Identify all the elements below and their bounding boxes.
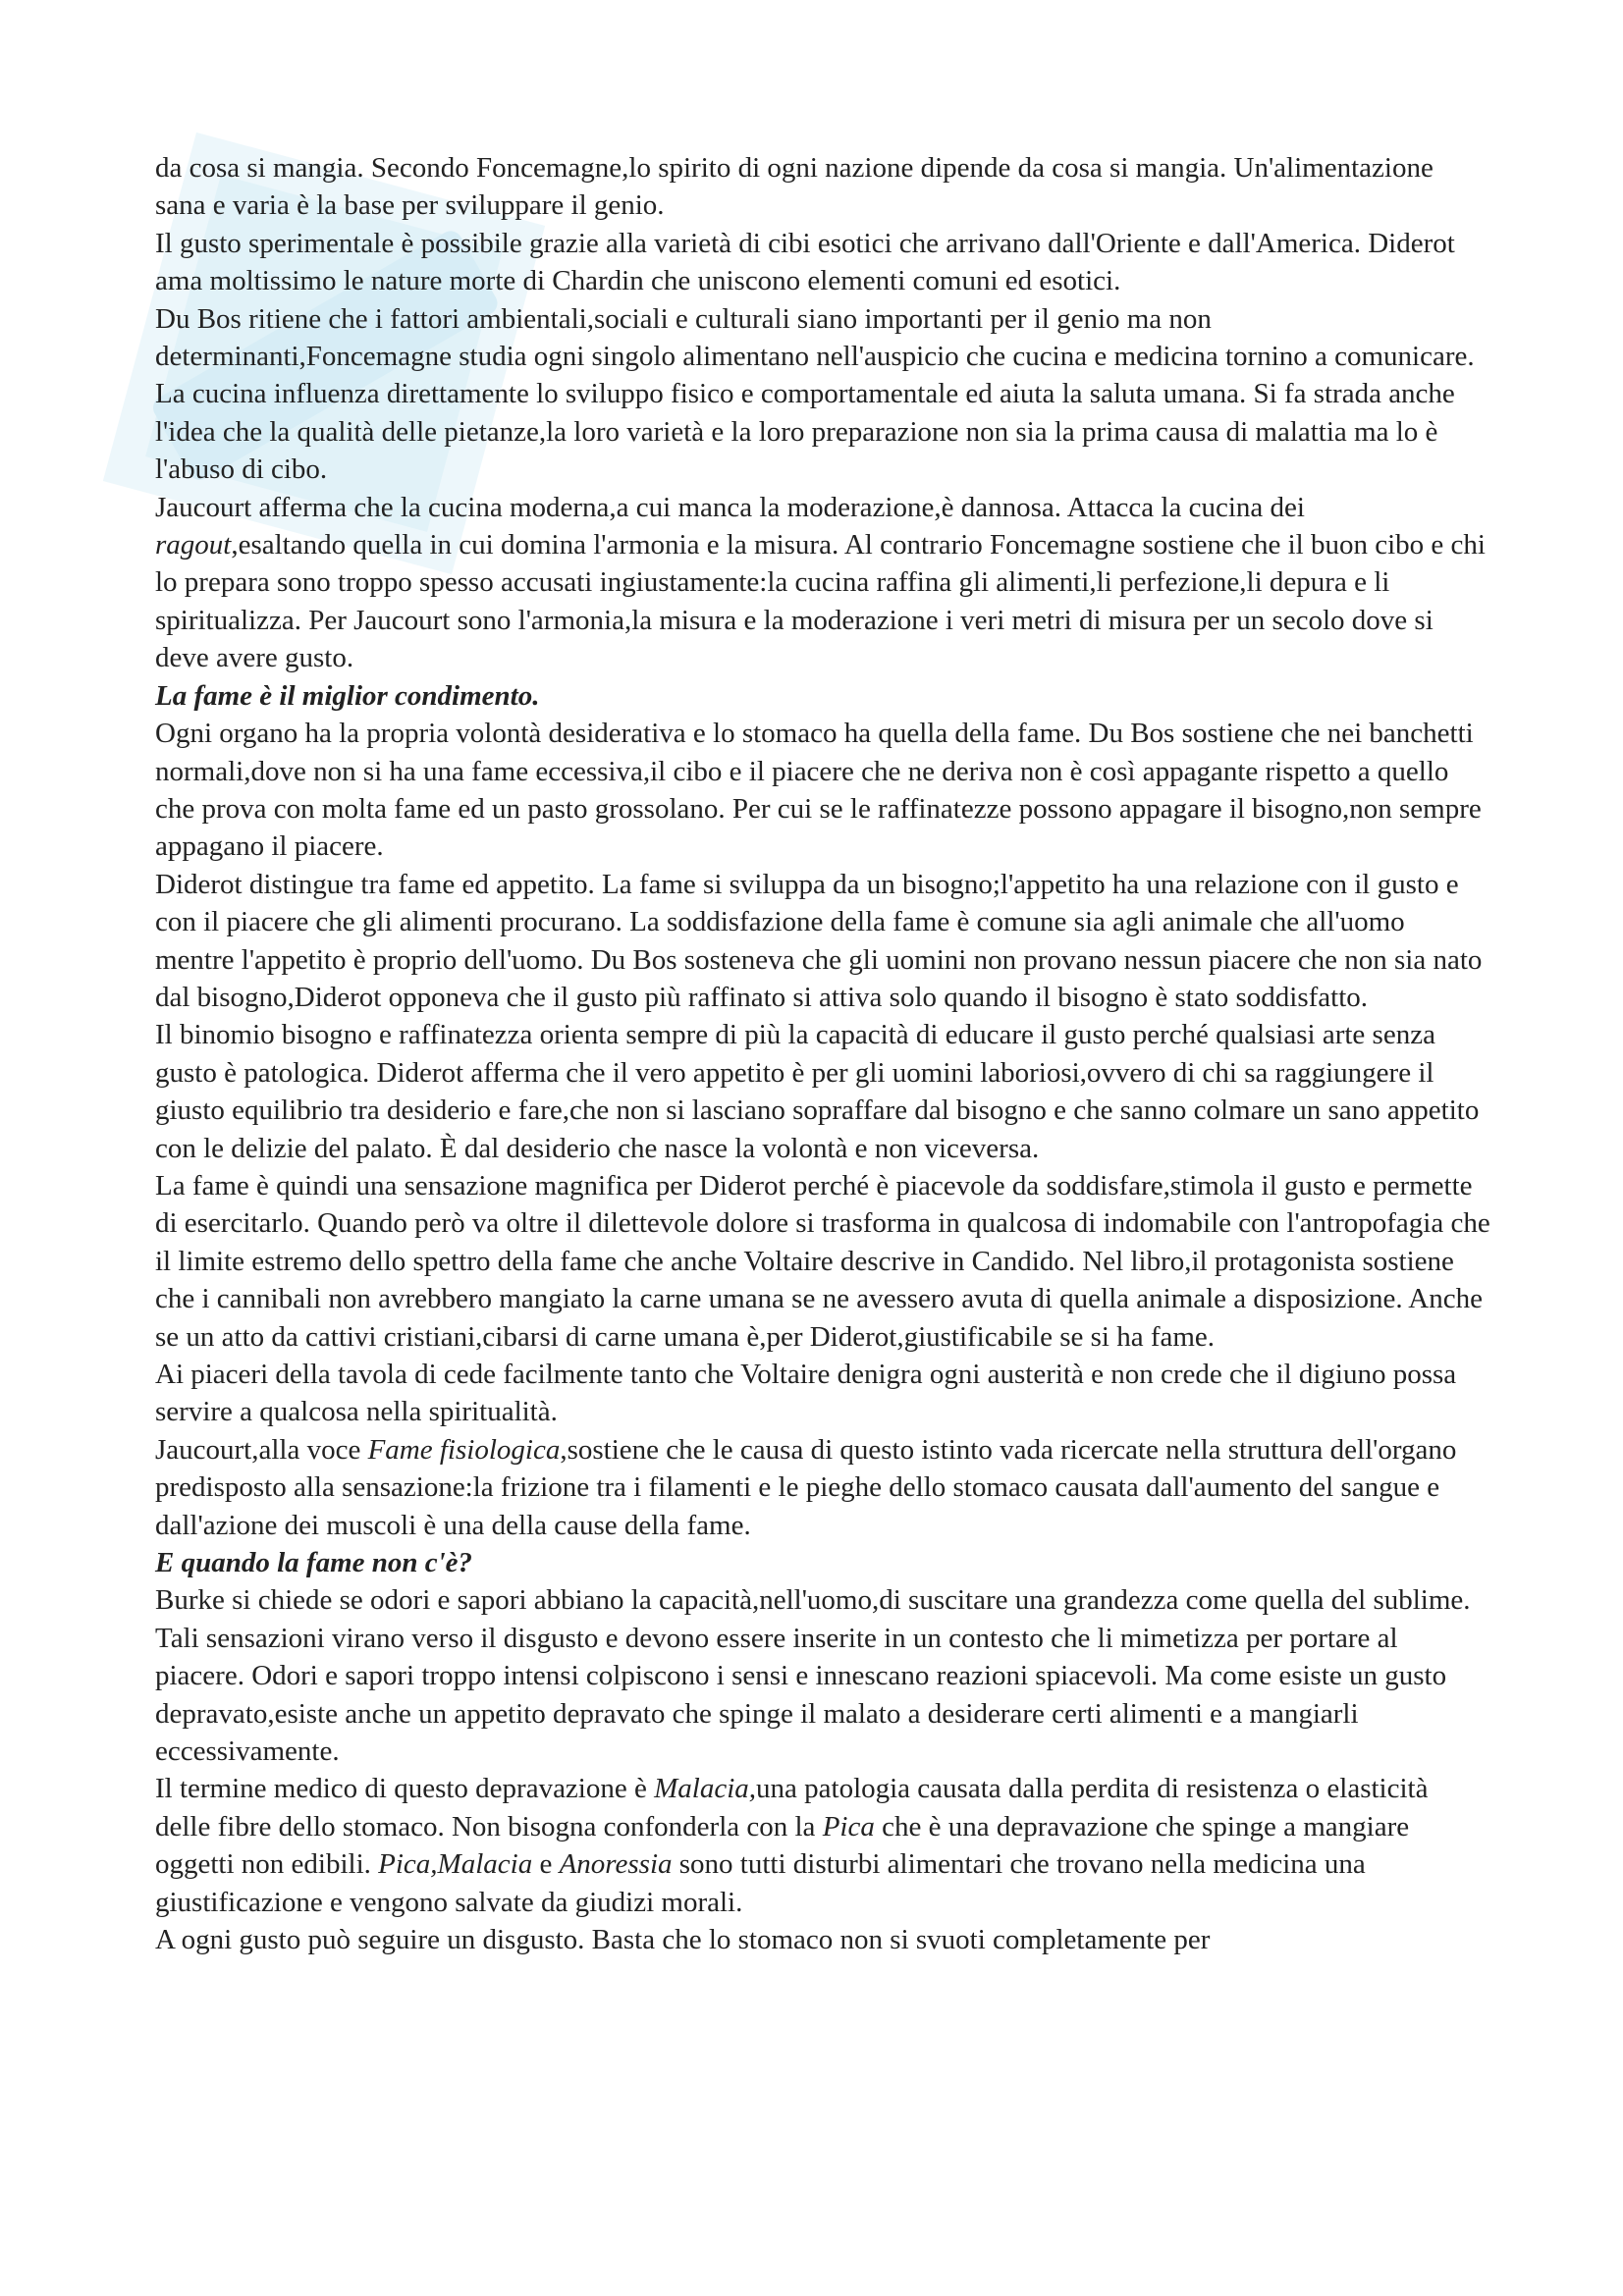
paragraph: da cosa si mangia. Secondo Foncemagne,lo spirito di ogni nazione dipende da cosa si mangia. Un'alimentazione sana e varia è la base per sviluppare il genio. bbox=[155, 152, 1434, 222]
paragraph: Diderot distingue tra fame ed appetito. La fame si sviluppa da un bisogno;l'appetito ha una relazione con il gusto e con il piacere che gli alimenti procurano. La soddisfazione della fame è comune sia agli animale che all'uomo mentre l'appetito è proprio dell'uomo. Du Bos sosteneva che gli uomini non provano nessun piacere che non sia nato dal bisogno,Diderot opponeva che il gusto più raffinato si attiva solo quando il bisogno è stato soddisfatto. bbox=[155, 868, 1483, 1013]
italic-term: Fame fisiologica bbox=[367, 1433, 561, 1466]
italic-term: Pica bbox=[822, 1810, 875, 1842]
section-heading: La fame è il miglior condimento. bbox=[155, 679, 540, 712]
paragraph: La fame è quindi una sensazione magnifica per Diderot perché è piacevole da soddisfare,stimola il gusto e permette di esercitarlo. Quando però va oltre il dilettevole dolore si trasforma in qualcosa di indomabile con l'antropofagia che il limite estremo dello spettro della fame che anche Voltaire descrive in Candido. Nel libro,il protagonista sostiene che i cannibali non avrebbero mangiato la carne umana se ne avessero avuta di quella animale a disposizione. Anche se un atto da cattivi cristiani,cibarsi di carne umana è,per Diderot,giustificabile se si ha fame. bbox=[155, 1169, 1490, 1353]
paragraph: Ai piaceri della tavola di cede facilmente tanto che Voltaire denigra ogni austerità e non crede che il digiuno possa servire a qualcosa nella spiritualità. bbox=[155, 1359, 1457, 1428]
italic-term: Pica,Malacia bbox=[378, 1848, 533, 1881]
paragraph: Ogni organo ha la propria volontà desiderativa e lo stomaco ha quella della fame. Du Bos sostiene che nei banchetti normali,dove non si ha una fame eccessiva,il cibo e il piacere che ne deriva non è così appagante rispetto a quello che prova con molta fame ed un pasto grossolano. Per cui se le raffinatezze possono appagare il bisogno,non sempre appagano il piacere. bbox=[155, 718, 1482, 863]
italic-term: Anoressia bbox=[559, 1848, 673, 1881]
paragraph: Jaucourt,alla voce Fame fisiologica,sostiene che le causa di questo istinto vada ricercate nella struttura dell'organo predisposto alla sensazione:la frizione tra i filamenti e le pieghe dello stomaco causata dall'aumento del sangue e dall'azione dei muscoli è una della cause della fame. bbox=[155, 1433, 1457, 1541]
section-heading: E quando la fame non c'è? bbox=[155, 1547, 473, 1579]
paragraph: Il binomio bisogno e raffinatezza orienta sempre di più la capacità di educare il gusto perché qualsiasi arte senza gusto è patologica. Diderot afferma che il vero appetito è per gli uomini laboriosi,ovvero di chi sa raggiungere il giusto equilibrio tra desiderio e fare,che non si lasciano sopraffare dal bisogno e che sanno colmare un sano appetito con le delizie del palato. È dal desiderio che nasce la volontà e non viceversa. bbox=[155, 1019, 1480, 1164]
paragraph: Du Bos ritiene che i fattori ambientali,sociali e culturali siano importanti per il genio ma non determinanti,Foncemagne studia ogni singolo alimentano nell'auspicio che cucina e medicina tornino a comunicare. La cucina influenza direttamente lo sviluppo fisico e comportamentale ed aiuta la saluta umana. Si fa strada anche l'idea che la qualità delle pietanze,la loro varietà e la loro preparazione non sia la prima causa di malattia ma lo è l'abuso di cibo. bbox=[155, 302, 1475, 486]
paragraph: Burke si chiede se odori e sapori abbiano la capacità,nell'uomo,di suscitare una grandezza come quella del sublime. Tali sensazioni virano verso il disgusto e devono essere inserite in un contesto che li mimetizza per portare al piacere. Odori e sapori troppo intensi colpiscono i sensi e innescano reazioni spiacevoli. Ma come esiste un gusto depravato,esiste anche un appetito depravato che spinge il malato a desiderare certi alimenti e a mangiarli eccessivamente. bbox=[155, 1584, 1471, 1768]
paragraph: Il gusto sperimentale è possibile grazie alla varietà di cibi esotici che arrivano dall'Oriente e dall'America. Diderot ama moltissimo le nature morte di Chardin che uniscono elementi comuni ed esotici. bbox=[155, 227, 1455, 297]
paragraph: A ogni gusto può seguire un disgusto. Basta che lo stomaco non si svuoti completamente per bbox=[155, 1924, 1211, 1956]
document-body bbox=[155, 149, 1490, 1959]
italic-term: Malacia, bbox=[654, 1773, 757, 1805]
italic-term: ragout bbox=[155, 529, 232, 561]
paragraph: Il termine medico di questo depravazione è Malacia,una patologia causata dalla perdita di resistenza o elasticità delle fibre dello stomaco. Non bisogna confonderla con la Pica che è una depravazione che spinge a mangiare oggetti non edibili. Pica,Malacia e Anoressia sono tutti disturbi alimentari che trovano nella medicina una giustificazione e vengono salvate da giudizi morali. bbox=[155, 1773, 1429, 1918]
paragraph: Jaucourt afferma che la cucina moderna,a cui manca la moderazione,è dannosa. Attacca la cucina dei ragout,esaltando quella in cui domina l'armonia e la misura. Al contrario Foncemagne sostiene che il buon cibo e chi lo prepara sono troppo spesso accusati ingiustamente:la cucina raffina gli alimenti,li perfezione,li depura e li spiritualizza. Per Jaucourt sono l'armonia,la misura e la moderazione i veri metri di misura per un secolo dove si deve avere gusto. bbox=[155, 491, 1486, 674]
